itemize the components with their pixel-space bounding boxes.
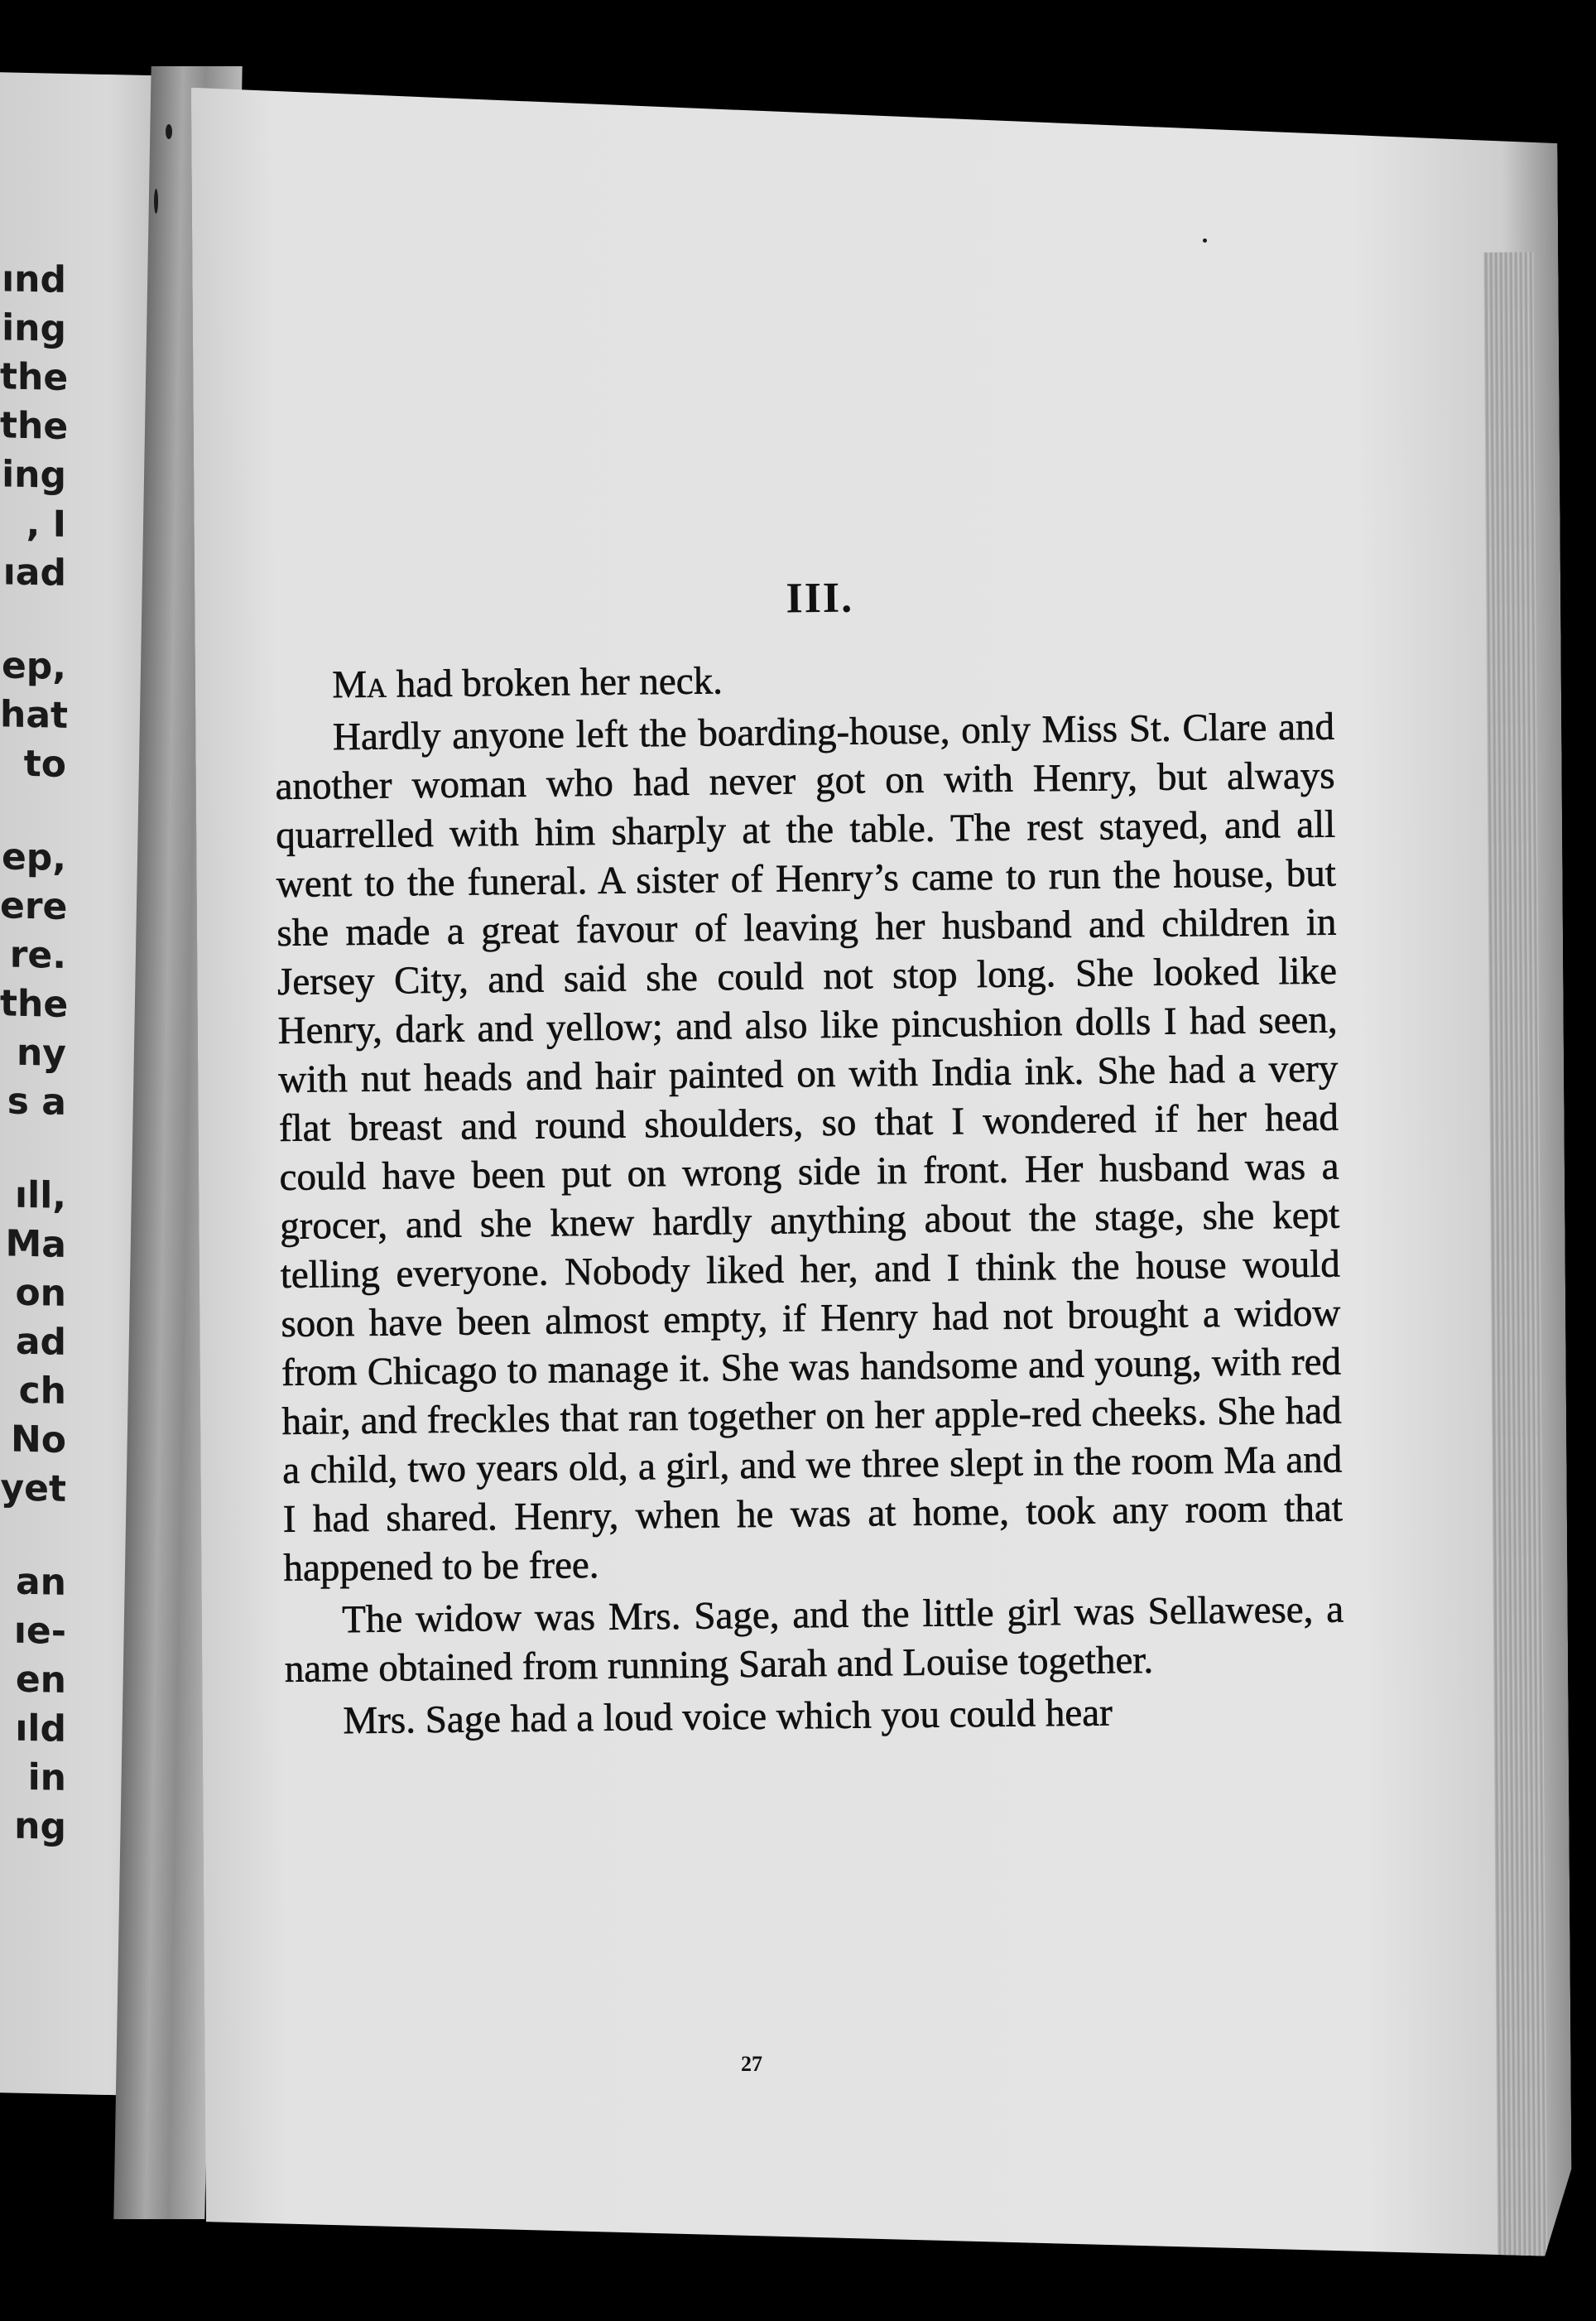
fragment-line: ep, [1,644,66,688]
fragment-line: ere [0,884,68,928]
fragment-line: , I [26,502,66,546]
fragment-line: ıld [15,1707,66,1750]
fragment-line: en [15,1658,66,1702]
fragment-line: ıe- [13,1609,66,1653]
fragment-line: Ma [5,1222,66,1266]
ink-speck [166,124,172,139]
paragraph [274,651,1334,710]
fragment-line: on [15,1271,66,1315]
page-edge-shading [1483,252,1547,2280]
previous-page-text-fragments [0,254,69,1852]
fragment-line: ad [15,1320,66,1364]
paragraph: Hardly anyone left the boarding-house, only Miss St. Clare and another woman who had never got on with Henry, but always quarrelled with him sharply at the table. The rest stayed, and all went to the funeral. A sister of Henry’s came to run the house, but she made a great favour of leaving her husband and children in Jersey City, and said she could not stop long. She looked like Henry, dark and yellow; and also like pincushion dolls I had seen, with nut heads and hair painted on with India ink. She had a very flat breast and round shoulders, so that I wondered if her head could have been put on wrong side in front. Her husband was a grocer, and she knew hardly anything about the stage, she kept telling everyone. Nobody liked her, and I think the house would soon have been almost empty, if Henry had not brought a widow from Chicago to manage it. She was handsome and young, with red hair, and freckles that ran together on her apple-red cheeks. She had a child, two years old, a girl, and we three slept in the room Ma and I had shared. Henry, when he was at home, took any room that happened to be free. [275,705,1344,1590]
fragment-line: ng [14,1804,66,1848]
chapter-heading: III. [786,574,854,623]
fragment-line: an [15,1560,66,1604]
fragment-line: ınd [2,258,66,301]
fragment-line: ıll, [15,1173,66,1217]
fragment-line: ch [18,1369,66,1413]
fragment-line: the [0,982,69,1026]
fragment-line: ep, [1,835,66,879]
fragment-line: hat [0,693,69,737]
fragment-line: the [0,404,69,448]
fragment-line: in [27,1755,66,1799]
fragment-line: ny [16,1031,66,1075]
ink-speck [1203,238,1207,243]
fragment-line: No [10,1418,66,1461]
fragment-line: ing [2,453,66,497]
fragment-line: ing [2,306,66,350]
paragraph: The widow was Mrs. Sage, and the little girl was Sellawese, a name obtained from running Sarah and Louise together. [284,1587,1344,1691]
page-body [273,569,1345,1746]
fragment-line: to [23,742,66,786]
fragment-line: the [0,355,69,399]
fragment-line: re. [9,933,66,977]
fragment-line: yet [0,1466,66,1510]
paragraph-lead-word: Ma [332,662,387,707]
page-number: 27 [741,2052,762,2076]
paragraph-text: had broken her neck. [386,659,723,706]
fragment-line: s a [7,1080,66,1124]
fragment-line: ıad [2,551,66,595]
paragraph: Mrs. Sage had a loud voice which you could hear [343,1691,1113,1743]
ink-speck [154,189,158,214]
